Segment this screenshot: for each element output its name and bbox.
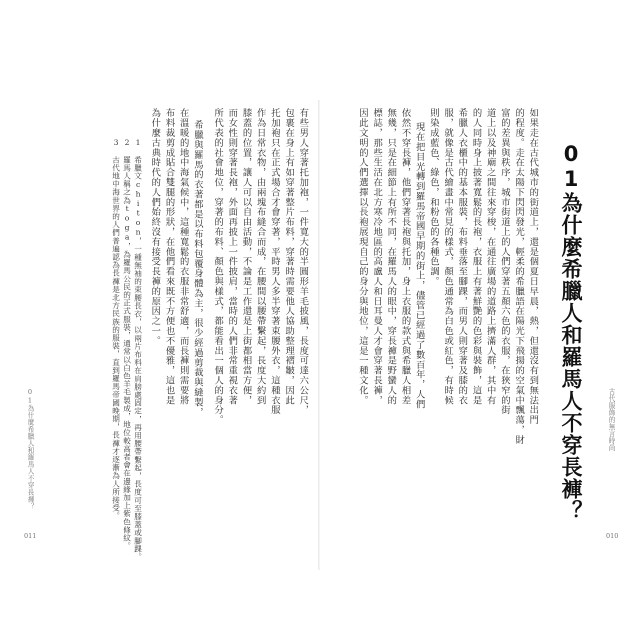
body-column: 依然不穿長褲，他們穿著長袍與托加，身上衣服的款式與希臘人相差 — [399, 108, 411, 405]
body-column: 托加袍只在正式場合才會穿著，平時男人多半穿著束腰外衣，這種衣服 — [268, 108, 280, 415]
right-page — [330, 108, 540, 568]
body-column: 而女性則穿著長袍，外面再披上一件披肩，當時的人們非常重視衣著 — [226, 108, 238, 405]
footnote: 2 羅馬人稱之為toga，為羅馬公民的正式服裝，通常以白色羊毛製成，地位較高者會在邊緣加上紫色條紋。 — [122, 138, 132, 550]
body-column: 現在把目光轉到羅馬帝國早期的街上，儘管已經過了數百年，人們 — [413, 122, 425, 410]
body-column: 所代表的社會地位，穿著的布料、顏色與樣式，都能看出一個人的身分。 — [212, 108, 224, 425]
running-head-left: 01為什麼希臘人和羅馬人不穿長褲？ — [26, 388, 34, 510]
body-column: 布料裁剪成貼合雙腿的形狀，在他們看來既不方便也不優雅，這也是 — [163, 108, 175, 405]
body-column: 希臘人衣櫃中的基本服裝，布料垂落至腳踝，而男人則穿著及膝的衣 — [456, 108, 468, 405]
page-number-left: 011 — [24, 532, 37, 540]
body-column: 無幾，只是在細節上有所不同，在羅馬人的眼中，穿長褲是野蠻人的 — [385, 108, 397, 405]
body-column: 道上以及神廟之間往來穿梭，在通往廣場的道路上擠滿人群，其中有 — [484, 108, 496, 405]
footnote: 3 古代地中海世界的人們普遍認為長褲是北方民族的服裝，直到羅馬帝國晚期，長褲才逐漸為人所接受。 — [111, 138, 121, 521]
left-page — [110, 108, 310, 568]
body-column: 的人同時身上披著寬鬆的長袍，衣服上有著鮮艷的色彩與裝飾，這是 — [470, 108, 482, 405]
body-column: 富的差異與秩序，城市街道上的人們穿著五顏六色的衣服，在狹窄的街 — [498, 108, 510, 415]
body-column: 的程度。走在太陽下閃閃發光，輕柔的希臘語在陽光下飛揚的空氣中飄蕩，財 — [513, 108, 525, 445]
footnote: 1 希臘文chiton，一種無袖的束腰長衣，以兩片布料在肩膀處固定，再用腰帶繫起，長度可至膝蓋或腳踝。 — [133, 138, 143, 561]
body-column: 膝蓋的位置，讓人可以自由活動，不論是工作還是上街都相當方便， — [240, 108, 252, 405]
body-column: 則染成藍色、綠色，和粉色的各種色調。 — [427, 108, 439, 287]
body-column: 標誌，那些生活在北方寒冷地區的高盧人和日耳曼人才會穿著長褲， — [371, 108, 383, 405]
gutter-shadow — [318, 100, 320, 570]
body-column: 服，就像是古代繪畫中常見的樣式，顏色通常為白色或紅色，有時候 — [442, 108, 454, 405]
body-column: 如果走在古代城市的街道上，還是個夏日早晨，熱，但還沒有到無法出門 — [527, 108, 539, 425]
body-column: 因此文明的人們選擇以長袍展現自己的身分與地位，這是一種文化。 — [356, 108, 368, 405]
page-number-right: 010 — [606, 532, 619, 540]
body-column: 希臘與羅馬的衣著都是以布料包覆身體為主，很少經過剪裁與縫製， — [191, 120, 203, 417]
body-column: 為什麼古典時代的人們始終沒有接受長褲的原因之一。 — [149, 108, 161, 346]
body-column: 有些男人穿著托加袍，一件寬大的半圓形羊毛披風，長度可達六公尺， — [297, 108, 309, 415]
chapter-title: 01為什麼希臘人和羅馬人不穿長褲？ — [559, 142, 583, 522]
running-head-right: 古代服飾的無言時尚 — [607, 388, 615, 451]
body-column: 包裹在身上有如穿著整片布料，穿著時需要他人協助整理褶皺，因此 — [283, 108, 295, 405]
body-column: 在溫暖的地中海氣候中，這種寬鬆的衣服非常舒適，而長褲則需要將 — [177, 108, 189, 405]
body-column: 作為日常衣物，由兩塊布縫合而成，在腰間以腰帶繫起，長度大約到 — [254, 108, 266, 405]
